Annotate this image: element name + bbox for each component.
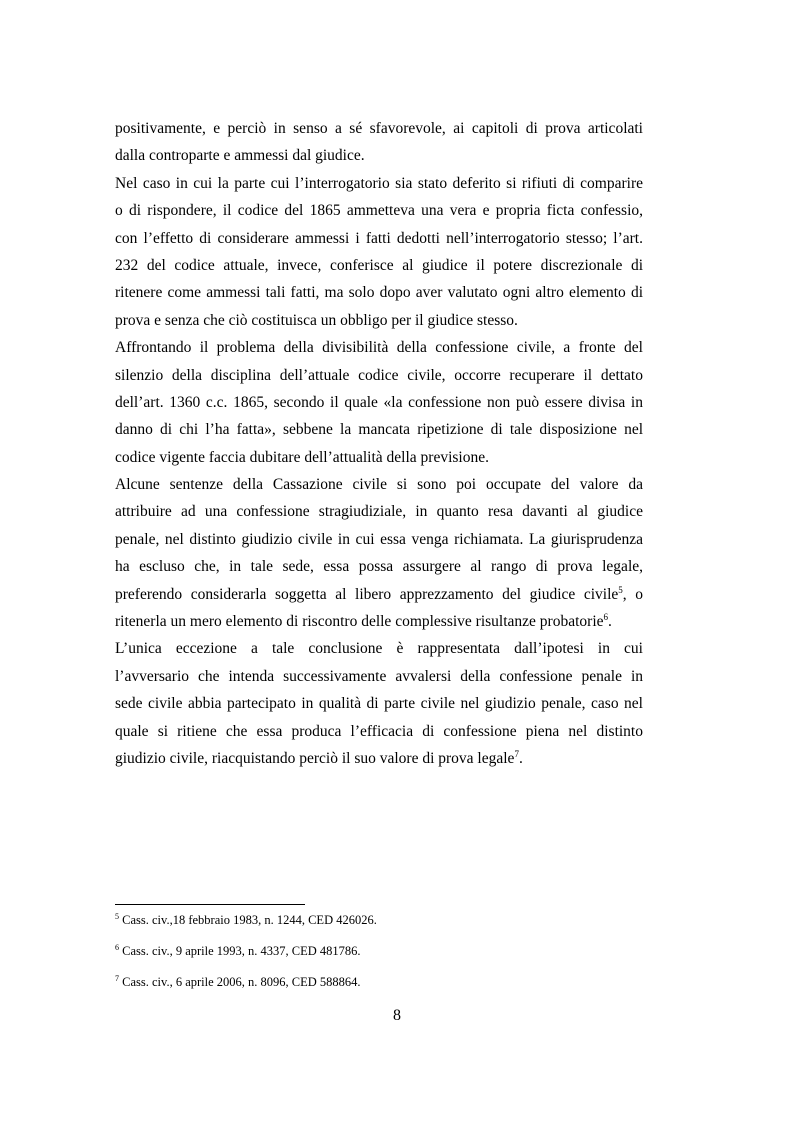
footnote-6 (115, 941, 643, 972)
text-line: l’avversario che intenda successivamente avvalersi della confessione penale in (115, 667, 643, 685)
text-segment: , o (622, 585, 644, 603)
body-text (115, 115, 643, 772)
footnote-ref-7[interactable]: 7 (514, 748, 519, 759)
footnote-7 (115, 972, 643, 1003)
text-line: Affrontando il problema della divisibilità della confessione civile, a fronte del (115, 339, 643, 357)
text-line: Alcune sentenze della Cassazione civile si sono poi occupate del valore da (115, 476, 643, 494)
footnote-text: Cass. civ., 9 aprile 1993, n. 4337, CED 481786. (122, 944, 361, 958)
text-line: 232 del codice attuale, invece, conferisce al giudice il potere discrezionale di (115, 256, 643, 274)
text-line (115, 745, 643, 772)
footnotes (115, 910, 643, 1003)
text-segment: ritenerla un mero elemento di riscontro delle complessive risultanze probatorie (115, 613, 604, 631)
text-line: silenzio della disciplina dell’attuale codice civile, occorre recuperare il dettato (115, 366, 643, 384)
text-line: positivamente, e perciò in senso a sé sfavorevole, ai capitoli di prova articolati (115, 120, 643, 137)
text-line: Nel caso in cui la parte cui l’interrogatorio sia stato deferito si rifiuti di comparire (115, 174, 643, 192)
text-line: dalla controparte e ammessi dal giudice. (115, 147, 365, 165)
page-number: 8 (393, 1007, 401, 1024)
text-line: dell’art. 1360 c.c. 1865, secondo il quale «la confessione non può essere divisa in (115, 393, 643, 411)
text-line: danno di chi l’ha fatta», sebbene la mancata ripetizione di tale disposizione nel (115, 421, 643, 439)
text-line: attribuire ad una confessione stragiudiziale, in quanto resa davanti al giudice (115, 503, 643, 521)
footnote-number: 6 (115, 943, 119, 952)
text-segment: giudizio civile, riacquistando perciò il suo valore di prova legale (115, 749, 515, 767)
text-line: penale, nel distinto giudizio civile in cui essa venga richiamata. La giurisprudenza (115, 530, 643, 548)
text-line: ha escluso che, in tale sede, essa possa assurgere al rango di prova legale, (115, 558, 643, 576)
footnote-ref-6[interactable]: 6 (603, 612, 609, 623)
footnote-text: Cass. civ., 6 aprile 2006, n. 8096, CED 588864. (122, 975, 361, 989)
text-line (115, 608, 643, 635)
footnote-number: 5 (115, 912, 119, 921)
footnote-separator (115, 904, 305, 905)
footnote-text: Cass. civ.,18 febbraio 1983, n. 1244, CED 426026. (122, 913, 377, 927)
text-line: quale si ritiene che essa produca l’efficacia di confessione piena nel distinto (115, 722, 643, 740)
text-line: o di rispondere, il codice del 1865 ammetteva una vera e propria ficta confessio, (115, 202, 643, 220)
text-line: sede civile abbia partecipato in qualità di parte civile nel giudizio penale, caso nel (115, 695, 643, 713)
text-segment: preferendo considerarla soggetta al libero apprezzamento del giudice civile (115, 585, 619, 603)
footnote-number: 7 (115, 974, 119, 983)
text-line: codice vigente faccia dubitare dell’attualità della previsione. (115, 448, 489, 466)
text-segment: . (608, 613, 612, 631)
footnote-5 (115, 910, 643, 941)
text-line (115, 581, 643, 608)
text-segment: . (518, 749, 523, 767)
footnote-ref-5[interactable]: 5 (618, 584, 623, 595)
text-line: con l’effetto di considerare ammessi i fatti dedotti nell’interrogatorio stesso; l’art. (115, 229, 643, 247)
text-line: prova e senza che ciò costituisca un obbligo per il giudice stesso. (115, 311, 518, 329)
text-line: L’unica eccezione a tale conclusione è rappresentata dall’ipotesi in cui (115, 640, 643, 658)
text-line: ritenere come ammessi tali fatti, ma solo dopo aver valutato ogni altro elemento di (115, 284, 643, 302)
